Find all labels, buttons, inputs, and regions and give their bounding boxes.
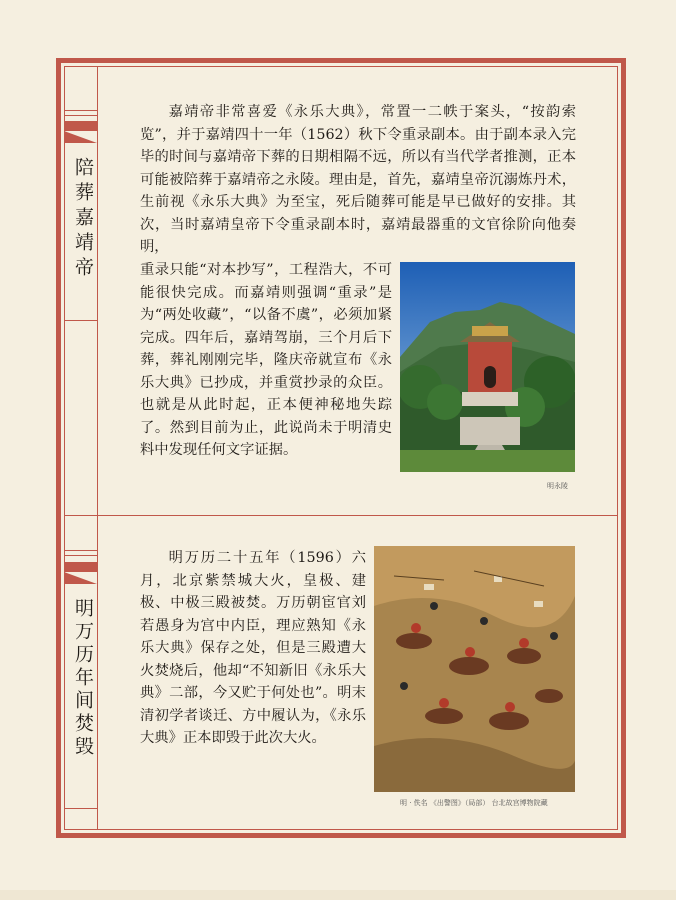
paragraph: 明万历二十五年（1596）六月，北京紫禁城大火，皇极、建极、中极三殿被焚。万历朝宦官刘若愚身为宫中内臣，理应熟知《永乐大典》保存之处，但是三殿遭大火焚烧后，他却“不知新旧《永乐大典》二部，今又贮于何处也”。明末清初学者谈迁、方中履认为，《永乐大典》正本即毁于此次大火。 [140, 550, 366, 746]
sidebar-rule [64, 808, 97, 809]
page-bottom-strip [0, 890, 676, 900]
sidebar-rule [64, 110, 97, 111]
photo-caption-2: 明 · 佚名 《出警图》（局部） 台北故宫博物院藏 [400, 799, 548, 807]
section1-body-wrap [140, 259, 392, 462]
yongling-photo [400, 262, 575, 472]
tab-marker-tail [64, 572, 97, 584]
photo-caption-1: 明永陵 [547, 482, 568, 490]
sidebar-rule [64, 320, 97, 321]
tab-marker [64, 562, 97, 572]
section-tab-1 [64, 121, 97, 282]
section2-body [140, 547, 366, 750]
painting-image [374, 546, 575, 792]
sidebar-rule [64, 115, 97, 116]
sidebar-rule [64, 550, 97, 551]
section1-body-top [140, 101, 576, 259]
sidebar-rule [64, 555, 97, 556]
section-divider [64, 515, 618, 516]
paragraph: 重录只能“对本抄写”，工程浩大，不可能很快完成。而嘉靖则强调“重录”是为“两处收藏”，“以备不虞”，必须加紧完成。四年后，嘉靖驾崩，三个月后下葬，葬礼刚刚完毕，隆庆帝就宣布《永乐大典》已抄成，并重赏抄录的众臣。也就是从此时起，正本便神秘地失踪了。然到目前为止，此说尚未于明清史料中发现任何文字证据。 [140, 262, 392, 458]
section-tab-2 [64, 562, 97, 759]
sidebar-divider [97, 66, 98, 830]
tab-marker [64, 121, 97, 131]
paragraph: 嘉靖帝非常喜爱《永乐大典》，常置一二帙于案头，“按韵索览”，并于嘉靖四十一年（1562）秋下令重录副本。由于副本录入完毕的时间与嘉靖帝下葬的日期相隔不远，所以有当代学者推测，正本可能被陪葬于嘉靖帝之永陵。理由是，首先，嘉靖皇帝沉溺炼丹术，生前视《永乐大典》为至宝，死后随葬可能是早已做好的安排。其次，当时嘉靖皇帝下令重录副本时，嘉靖最器重的文官徐阶向他奏明， [140, 104, 576, 255]
section-title-1: 陪葬嘉靖帝 [72, 157, 94, 282]
section-title-2: 明万历年间焚毁 [72, 598, 94, 759]
tab-marker-tail [64, 131, 97, 143]
